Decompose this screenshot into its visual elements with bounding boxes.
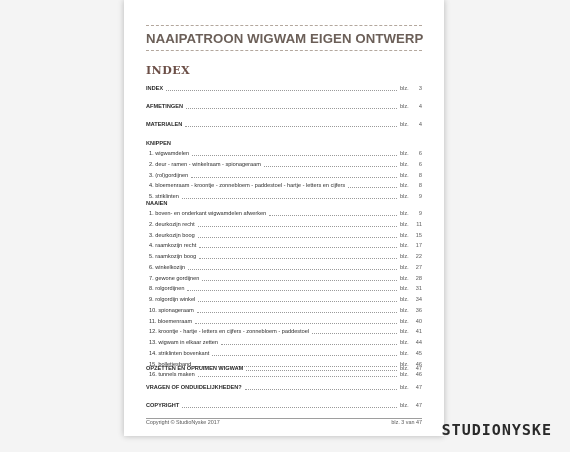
toc-entry (146, 242, 422, 250)
toc-entry-label: 5. raamkozijn boog (149, 254, 197, 260)
toc-entry (146, 285, 422, 293)
page-word: blz. (400, 86, 409, 92)
toc-entry (146, 402, 422, 410)
dot-leader (221, 344, 397, 345)
page-word: blz. (400, 172, 409, 179)
dot-leader (197, 312, 397, 313)
toc-entry-page: 28 (415, 275, 422, 282)
toc-entry-page: 11 (416, 221, 422, 228)
toc-entry (146, 318, 422, 326)
toc-entry-page: 6 (418, 161, 422, 168)
toc-entry-label: 3. (rol)gordijnen (149, 172, 189, 179)
toc-entry-page: 15 (415, 232, 422, 239)
footer-copyright: Copyright © StudioNyske 2017 (146, 420, 220, 426)
dot-leader (245, 389, 397, 390)
page-word: blz. (400, 221, 409, 228)
title-rule-top (146, 25, 422, 26)
dot-leader (187, 290, 397, 291)
toc-entry-label: 4. bloemenraam - kroontje - zonnebloem - paddestoel - hartje - letters en cijfers (149, 183, 346, 190)
dot-leader (182, 198, 397, 199)
toc-entry-page: 4 (418, 104, 422, 110)
dot-leader (199, 247, 397, 248)
page-word: blz. (400, 403, 409, 409)
page-word: blz. (400, 286, 409, 293)
dot-leader (199, 258, 397, 259)
toc-entry (146, 161, 422, 169)
toc-entry-page: 17 (415, 243, 422, 250)
toc-entry-page: 27 (415, 264, 422, 271)
page-word: blz. (400, 350, 409, 357)
toc-entry-label: 12. kroontje - hartje - letters en cijfers - zonnebloem - paddestoel (149, 329, 310, 336)
toc-entry-page: 46 (415, 372, 422, 379)
footer-rule (146, 418, 422, 419)
toc-entry (146, 85, 422, 93)
page-word: blz. (400, 366, 409, 372)
page-word: blz. (400, 297, 409, 303)
title-rule-bottom (146, 50, 422, 51)
toc-entry (146, 365, 422, 373)
toc-entry-label: AFMETINGEN (146, 104, 183, 110)
page-word: blz. (400, 307, 409, 314)
toc-entry-page: 4 (418, 122, 422, 128)
dot-leader (186, 108, 397, 109)
toc-entry (146, 121, 422, 129)
dot-leader (182, 407, 397, 408)
page-word: blz. (400, 243, 409, 250)
page-word: blz. (400, 254, 409, 260)
toc-entry-page: 36 (415, 307, 422, 314)
dot-leader (312, 333, 397, 334)
toc-entry-label: 8. rolgordijnen (149, 286, 185, 293)
index-heading: INDEX (146, 64, 191, 77)
page-word: blz. (400, 232, 409, 239)
toc-entry (146, 193, 422, 201)
toc-entry-label: 1. wigwamdelen (149, 151, 190, 157)
toc-entry-label: 9. rolgordijn winkel (149, 297, 196, 303)
footer-pagination: blz. 3 van 47 (391, 420, 422, 426)
toc-entry-label: 1. boven- en onderkant wigwamdelen afwerken (149, 211, 267, 217)
dot-leader (198, 376, 397, 377)
page-word: blz. (400, 183, 409, 190)
dot-leader (246, 370, 397, 371)
dot-leader (191, 177, 397, 178)
toc-entry-page: 44 (415, 340, 422, 346)
page-word: blz. (400, 264, 409, 271)
dot-leader (188, 269, 397, 270)
toc-entry-page: 31 (415, 286, 422, 293)
toc-entry (146, 339, 422, 347)
toc-entry (146, 182, 422, 190)
toc-entry (146, 103, 422, 111)
toc-entry-page: 34 (415, 297, 422, 303)
page-word: blz. (400, 361, 409, 368)
toc-entry (146, 328, 422, 336)
toc-entry-label: 13. wigwam in elkaar zetten (149, 340, 219, 346)
toc-entry-label: 5. striklinten (149, 194, 179, 200)
toc-entry-label: 10. spionageraam (149, 307, 194, 314)
toc-entry (146, 210, 422, 218)
toc-entry-label: COPYRIGHT (146, 403, 180, 409)
toc-entry-page: 9 (418, 194, 422, 200)
toc-entry-page: 47 (415, 366, 422, 372)
toc-entry-label: OPZETTEN EN OPRUIMEN WIGWAM (146, 366, 244, 372)
dot-leader (212, 355, 397, 356)
toc-entry-label: 11. bloemenraam (149, 318, 193, 325)
toc-entry-page: 22 (415, 254, 422, 260)
brand-logo: STUDIONYSKE (441, 421, 552, 439)
toc-entry-page: 47 (415, 385, 422, 391)
document-title: NAAIPATROON WIGWAM EIGEN ONTWERP (146, 31, 424, 46)
dot-leader (195, 323, 397, 324)
dot-leader (192, 155, 397, 156)
toc-entry-label: 3. deurkozijn boog (149, 232, 195, 239)
dot-leader (348, 187, 397, 188)
page-word: blz. (400, 161, 409, 168)
page-word: blz. (400, 122, 409, 128)
toc-entry-label: 7. gewone gordijnen (149, 275, 200, 282)
page-word: blz. (400, 372, 409, 379)
dot-leader (198, 226, 397, 227)
dot-leader (269, 215, 397, 216)
toc-entry (146, 172, 422, 180)
toc-entry (146, 384, 422, 392)
toc-entry (146, 275, 422, 283)
toc-entry-label: 6. winkelkozijn (149, 264, 186, 271)
toc-entry-page: 8 (418, 172, 422, 179)
page-footer (146, 420, 422, 426)
page-word: blz. (400, 340, 409, 346)
dot-leader (198, 237, 397, 238)
toc-entry-page: 40 (415, 318, 422, 325)
page-word: blz. (400, 104, 409, 110)
toc-section-heading: KNIPPEN (146, 141, 171, 147)
page-word: blz. (400, 194, 409, 200)
page-word: blz. (400, 151, 409, 157)
toc-entry (146, 296, 422, 304)
toc-entry-page: 45 (415, 350, 422, 357)
toc-entry (146, 350, 422, 358)
toc-entry-label: 16. tunnels maken (149, 372, 195, 379)
toc-entry-page: 47 (415, 403, 422, 409)
toc-entry (146, 150, 422, 158)
toc-entry-page: 9 (418, 211, 422, 217)
toc-entry-label: MATERIALEN (146, 122, 183, 128)
document-page (124, 0, 444, 436)
dot-leader (166, 90, 397, 91)
dot-leader (202, 280, 397, 281)
toc-entry-label: 14. striklinten bovenkant (149, 350, 210, 357)
page-word: blz. (400, 385, 409, 391)
toc-entry-label: 2. deur - ramen - winkelraam - spionageraam (149, 161, 261, 168)
toc-section-heading: NAAIEN (146, 201, 168, 207)
toc-entry-label: VRAGEN OF ONDUIDELIJKHEDEN? (146, 385, 242, 391)
dot-leader (185, 126, 397, 127)
toc-entry-label: 4. raamkozijn recht (149, 243, 197, 250)
toc-entry (146, 307, 422, 315)
page-word: blz. (400, 329, 409, 336)
toc-entry (146, 264, 422, 272)
toc-entry-label: INDEX (146, 86, 164, 92)
page-word: blz. (400, 318, 409, 325)
toc-entry (146, 253, 422, 261)
toc-entry-page: 3 (418, 86, 422, 92)
page-word: blz. (400, 275, 409, 282)
toc-entry (146, 221, 422, 229)
page-word: blz. (400, 211, 409, 217)
toc-entry-label: 15. bolletjesband (149, 361, 192, 368)
toc-entry (146, 232, 422, 240)
toc-entry-page: 8 (418, 183, 422, 190)
toc-entry-page: 46 (415, 361, 422, 368)
dot-leader (198, 301, 397, 302)
toc-entry-page: 6 (418, 151, 422, 157)
dot-leader (264, 166, 397, 167)
toc-entry-label: 2. deurkozijn recht (149, 221, 195, 228)
toc-entry-page: 41 (415, 329, 422, 336)
